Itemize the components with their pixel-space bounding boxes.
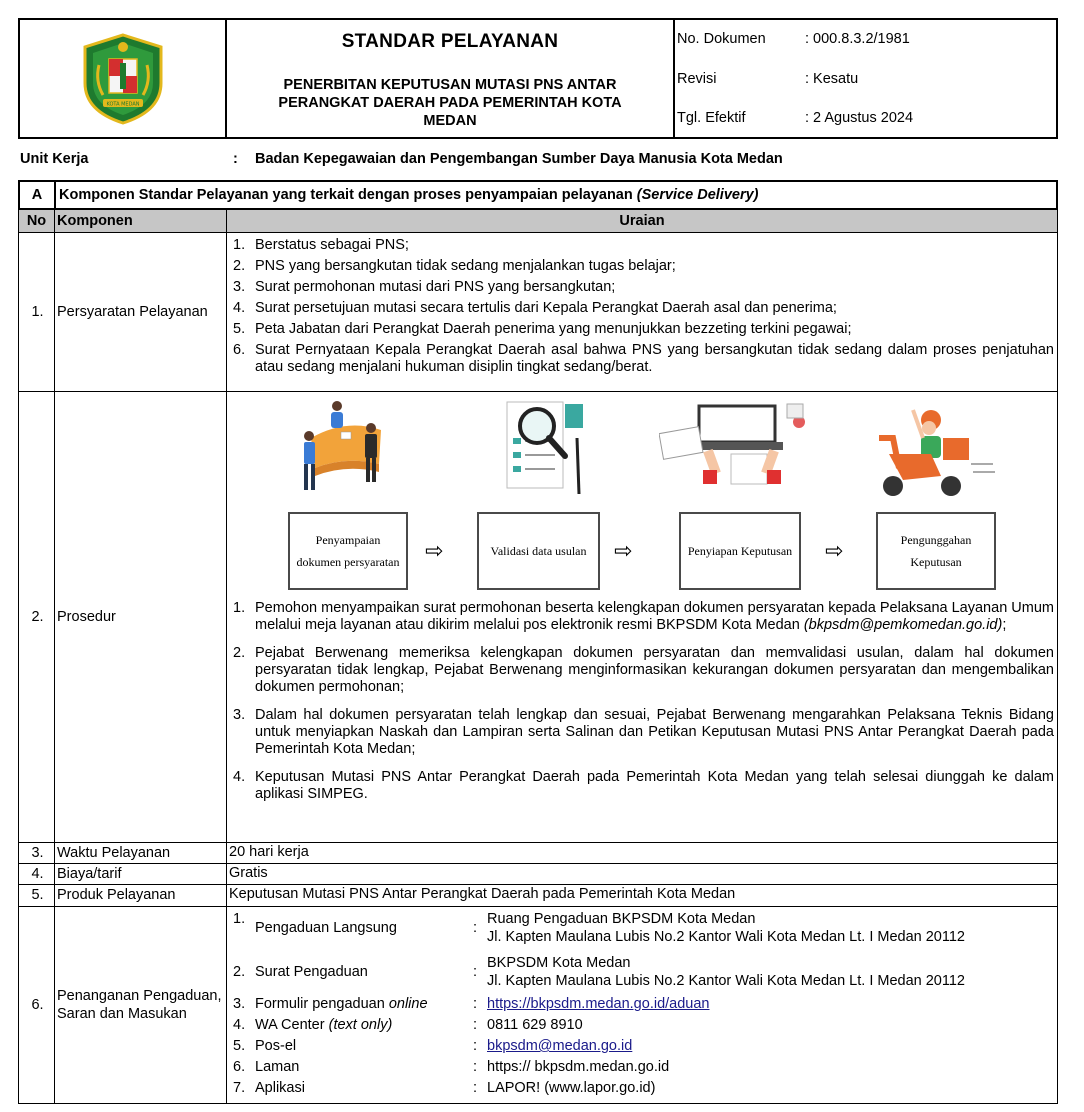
pengaduan-label: Aplikasi xyxy=(255,1080,305,1096)
list-item-email: (bkpsdm@pemkomedan.go.id) xyxy=(803,617,1003,633)
pengaduan-label: Pengaduan Langsung xyxy=(255,920,397,936)
list-item xyxy=(229,707,1054,758)
list-item xyxy=(229,600,1054,634)
table-row-biaya xyxy=(18,864,1058,885)
flow-arrow-icon: ⇨ xyxy=(614,538,633,563)
meta-key: Revisi xyxy=(677,71,717,87)
meta-tgl-efektif xyxy=(677,110,913,126)
column-header-uraian: Uraian xyxy=(619,213,665,229)
list-item-number: 3. xyxy=(233,707,246,723)
pengaduan-value-line: Ruang Pengaduan BKPSDM Kota Medan xyxy=(487,911,756,927)
svg-text:KOTA MEDAN: KOTA MEDAN xyxy=(105,101,140,107)
unit-kerja-value: Badan Kepegawaian dan Pengembangan Sumber Daya Manusia Kota Medan xyxy=(255,151,783,167)
pengaduan-label-text: Formulir pengaduan xyxy=(255,996,389,1012)
row-content xyxy=(227,233,1057,391)
list-item xyxy=(229,237,1054,254)
pengaduan-item xyxy=(229,1016,1054,1034)
pengaduan-item xyxy=(229,1037,1054,1055)
section-letter: A xyxy=(20,182,56,208)
pengaduan-item xyxy=(229,1079,1054,1097)
table-row-prosedur xyxy=(18,392,1058,843)
list-item-number: 1. xyxy=(233,600,246,616)
meta-key: Tgl. Efektif xyxy=(677,110,746,126)
subtitle-line: PENERBITAN KEPUTUSAN MUTASI PNS ANTAR xyxy=(283,77,617,93)
pengaduan-value: 0811 629 8910 xyxy=(487,1017,583,1033)
list-item-text-main: Pemohon menyampaikan surat permohonan beserta kelengkapan dokumen persyaratan kepada Pelaksana Layanan Umum melalui meja layanan atau dikirim melalui pos elektronik resmi BKPSDM Kota Medan xyxy=(255,600,1054,633)
section-title-text: Komponen Standar Pelayanan yang terkait dengan proses penyampaian pelayanan xyxy=(59,187,637,203)
table-row-waktu xyxy=(18,843,1058,864)
meta-revisi xyxy=(677,71,858,87)
pengaduan-number: 7. xyxy=(233,1080,246,1096)
list-item xyxy=(229,279,1054,296)
aduan-form-link[interactable]: https://bkpsdm.medan.go.id/aduan xyxy=(487,996,710,1012)
email-link[interactable]: bkpsdm@medan.go.id xyxy=(487,1038,633,1054)
list-item xyxy=(229,258,1054,275)
table-row-produk xyxy=(18,885,1058,907)
row-label: Biaya/tarif xyxy=(55,864,227,884)
flow-step-label: Pengunggahan Keputusan xyxy=(900,533,972,569)
pengaduan-colon: : xyxy=(473,1038,478,1054)
pengaduan-number: 4. xyxy=(233,1017,246,1033)
flow-step-penyampaian xyxy=(288,512,408,590)
prosedur-list xyxy=(229,600,1054,803)
section-header xyxy=(18,180,1058,210)
persyaratan-list xyxy=(229,237,1054,376)
pengaduan-item xyxy=(229,995,1054,1013)
unit-kerja-label: Unit Kerja xyxy=(20,151,89,167)
section-title xyxy=(56,182,758,208)
pengaduan-number: 2. xyxy=(233,964,246,980)
pengaduan-value-line: Jl. Kapten Maulana Lubis No.2 Kantor Wali Kota Medan Lt. I Medan 20112 xyxy=(487,973,965,989)
row-value: Keputusan Mutasi PNS Antar Perangkat Daerah pada Pemerintah Kota Medan xyxy=(229,886,736,902)
list-item-text: PNS yang bersangkutan tidak sedang menjalankan tugas belajar; xyxy=(255,258,676,274)
flow-step-label: Penyampaian dokumen persyaratan xyxy=(296,533,400,569)
table-row-persyaratan xyxy=(18,233,1058,392)
document-title: STANDAR PELAYANAN xyxy=(341,31,559,52)
pengaduan-label-italic: online xyxy=(388,996,428,1012)
subtitle-line: PERANGKAT DAERAH PADA PEMERINTAH KOTA xyxy=(278,95,622,111)
pengaduan-value xyxy=(487,954,1054,990)
list-item-number: 5. xyxy=(233,321,246,337)
row-number: 1. xyxy=(19,233,55,391)
logo-cell xyxy=(20,20,227,137)
row-label: Penanganan Pengaduan, Saran dan Masukan xyxy=(55,907,227,1103)
flow-arrow-icon: ⇨ xyxy=(825,538,844,563)
list-item-number: 4. xyxy=(233,769,246,785)
reception-desk-illustration xyxy=(291,398,391,502)
list-item xyxy=(229,300,1054,317)
pengaduan-number: 5. xyxy=(233,1038,246,1054)
flow-step-label: Validasi data usulan xyxy=(490,544,587,558)
pengaduan-colon: : xyxy=(473,1059,478,1075)
meta-key: No. Dokumen xyxy=(677,31,766,47)
pengaduan-value: LAPOR! (www.lapor.go.id) xyxy=(487,1080,656,1096)
list-item-text: Berstatus sebagai PNS; xyxy=(255,237,409,253)
pengaduan-item xyxy=(229,910,1054,946)
meta-value: : 000.8.3.2/1981 xyxy=(805,31,910,47)
pengaduan-label: Laman xyxy=(255,1059,300,1075)
document-subtitle xyxy=(227,76,673,130)
meta-value: : 2 Agustus 2024 xyxy=(805,110,914,126)
flow-arrow-icon: ⇨ xyxy=(425,538,444,563)
pengaduan-label-text: WA Center xyxy=(255,1017,329,1033)
pengaduan-colon: : xyxy=(473,1017,478,1033)
pengaduan-number: 6. xyxy=(233,1059,246,1075)
list-item-text: Surat Pernyataan Kepala Perangkat Daerah asal bahwa PNS yang bersangkutan tidak sedang dalam proses penjatuhan atau sedang menjalani hukuman disiplin tingkat sedang/berat. xyxy=(255,342,1054,375)
row-label: Persyaratan Pelayanan xyxy=(55,233,227,391)
list-item-number: 3. xyxy=(233,279,246,295)
list-item-text: Surat persetujuan mutasi secara tertulis dari Kepala Perangkat Daerah asal dan penerima; xyxy=(255,300,837,316)
pengaduan-label: Surat Pengaduan xyxy=(255,964,368,980)
unit-kerja-line xyxy=(20,151,1060,167)
pengaduan-colon: : xyxy=(473,996,478,1012)
row-value: Gratis xyxy=(229,865,268,881)
laptop-workspace-illustration xyxy=(659,398,809,492)
row-number: 3. xyxy=(19,843,55,863)
list-item xyxy=(229,769,1054,803)
flow-step-penyiapan xyxy=(679,512,801,590)
pengaduan-value-line: Jl. Kapten Maulana Lubis No.2 Kantor Wali Kota Medan Lt. I Medan 20112 xyxy=(487,929,965,945)
table-row-pengaduan xyxy=(18,907,1058,1104)
magnifier-checklist-illustration xyxy=(499,398,591,498)
title-cell xyxy=(227,20,675,137)
list-item-number: 1. xyxy=(233,237,246,253)
row-number: 4. xyxy=(19,864,55,884)
list-item-text: Keputusan Mutasi PNS Antar Perangkat Daerah pada Pemerintah Kota Medan yang telah selesai diunggah ke dalam aplikasi SIMPEG. xyxy=(255,769,1054,802)
row-label: Waktu Pelayanan xyxy=(55,843,227,863)
pengaduan-number: 3. xyxy=(233,996,246,1012)
unit-kerja-colon: : xyxy=(233,151,238,167)
pengaduan-value xyxy=(487,910,1054,946)
list-item xyxy=(229,645,1054,696)
row-content xyxy=(227,392,1057,842)
list-item xyxy=(229,321,1054,338)
list-item-number: 6. xyxy=(233,342,246,358)
service-standard-table xyxy=(18,180,1058,1104)
row-content xyxy=(227,907,1057,1103)
pengaduan-colon: : xyxy=(473,920,478,936)
column-header-no: No xyxy=(19,210,55,232)
courier-scooter-illustration xyxy=(869,398,999,502)
pengaduan-colon: : xyxy=(473,1080,478,1096)
list-item-number: 2. xyxy=(233,645,246,661)
list-item-text xyxy=(255,600,1054,634)
column-headers xyxy=(18,210,1058,233)
list-item-number: 2. xyxy=(233,258,246,274)
section-title-italic: (Service Delivery) xyxy=(636,187,759,203)
pengaduan-label-italic: (text only) xyxy=(328,1017,393,1033)
row-number: 5. xyxy=(19,885,55,906)
prosedur-flow-diagram xyxy=(229,392,1054,592)
flow-step-validasi xyxy=(477,512,600,590)
pengaduan-item xyxy=(229,1058,1054,1076)
row-number: 6. xyxy=(19,907,55,1103)
meta-value: : Kesatu xyxy=(805,71,859,87)
document-meta xyxy=(675,20,1056,137)
list-item-text: Surat permohonan mutasi dari PNS yang bersangkutan; xyxy=(255,279,616,295)
row-label: Produk Pelayanan xyxy=(55,885,227,906)
subtitle-line: MEDAN xyxy=(423,113,477,129)
pengaduan-number: 1. xyxy=(233,911,246,927)
column-header-komponen: Komponen xyxy=(55,210,227,232)
list-item-text: Peta Jabatan dari Perangkat Daerah penerima yang menunjukkan bezzeting terkini pegawai; xyxy=(255,321,852,337)
meta-no-dokumen xyxy=(677,31,910,47)
flow-step-label: Penyiapan Keputusan xyxy=(687,544,793,558)
row-value: 20 hari kerja xyxy=(229,844,309,860)
pengaduan-value-line: BKPSDM Kota Medan xyxy=(487,955,631,971)
document-header xyxy=(18,18,1058,139)
list-item-tail: ; xyxy=(1002,617,1007,633)
list-item-text: Dalam hal dokumen persyaratan telah lengkap dan sesuai, Pejabat Berwenang mengarahkan Pelaksana Teknis Bidang untuk menyiapkan Naskah dan Lampiran serta Salinan dan Petikan Keputusan Mutasi PNS Antar Perangkat Daerah pada Pemerintah Kota Medan; xyxy=(255,707,1054,757)
pengaduan-label xyxy=(255,995,473,1013)
list-item xyxy=(229,342,1054,376)
pengaduan-colon: : xyxy=(473,964,478,980)
row-number: 2. xyxy=(19,392,55,842)
list-item-number: 4. xyxy=(233,300,246,316)
list-item-text: Pejabat Berwenang memeriksa kelengkapan dokumen persyaratan dan memvalidasi usulan, dalam hal dokumen persyaratan tidak lengkap, Pejabat Berwenang menginformasikan kekurangan dokumen persyaratan dan mengembalikan dokumen permohonan; xyxy=(255,645,1054,695)
pengaduan-value: https:// bkpsdm.medan.go.id xyxy=(487,1059,670,1075)
row-label: Prosedur xyxy=(55,392,227,842)
pengaduan-label xyxy=(255,1016,473,1034)
flow-step-pengunggahan xyxy=(876,512,996,590)
pengaduan-label: Pos-el xyxy=(255,1038,297,1054)
pengaduan-item xyxy=(229,954,1054,990)
kota-medan-logo xyxy=(81,33,165,125)
